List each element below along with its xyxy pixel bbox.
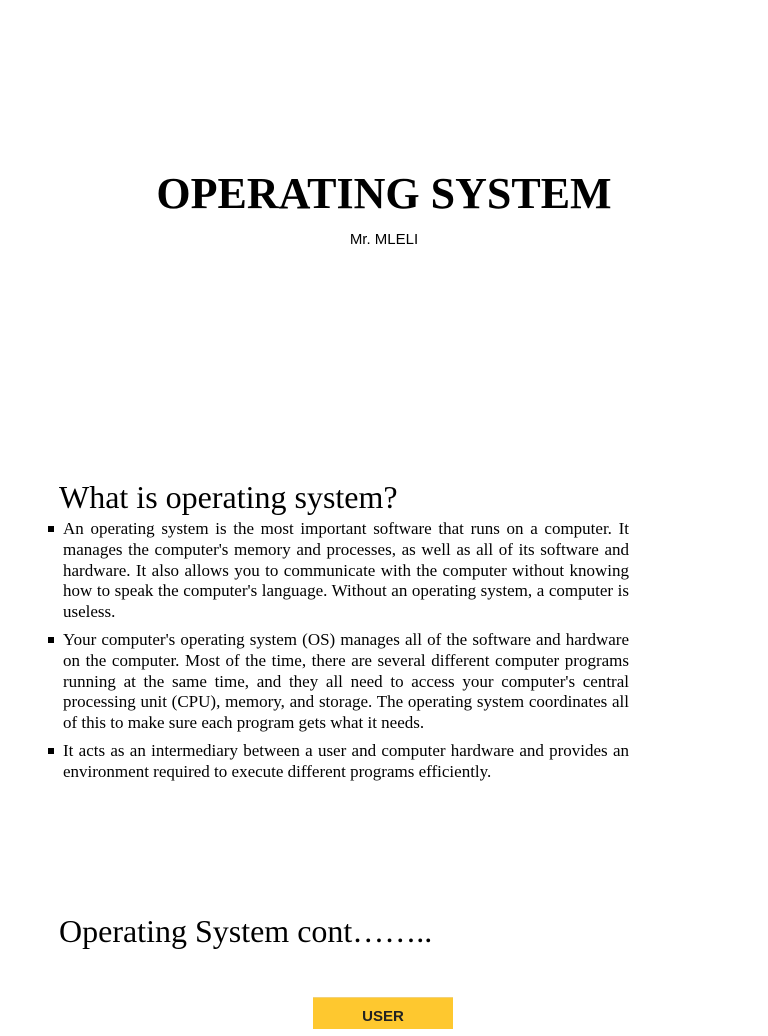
bullet-text: An operating system is the most important software that runs on a computer. It manages the computer's memory and processes, as well as all of its software and hardware. It also allows you to communicate with the computer without knowing how to speak the computer's language. Without an operating system, a computer is useless. bbox=[63, 519, 629, 622]
square-bullet-icon bbox=[48, 637, 54, 643]
title-slide bbox=[0, 0, 768, 440]
user-box: USER bbox=[313, 997, 453, 1029]
page-title: OPERATING SYSTEM bbox=[156, 169, 612, 218]
bullet-text: It acts as an intermediary between a user and computer hardware and provides an environment required to execute different programs efficiently. bbox=[63, 740, 629, 781]
square-bullet-icon bbox=[48, 748, 54, 754]
list-item bbox=[47, 630, 629, 734]
continuation-slide bbox=[0, 870, 768, 1024]
content-slide bbox=[0, 440, 768, 870]
list-item bbox=[47, 519, 629, 623]
bullet-list bbox=[47, 519, 629, 790]
author-subtitle: Mr. MLELI bbox=[349, 231, 419, 248]
section-heading: What is operating system? bbox=[59, 479, 398, 515]
bullet-text: Your computer's operating system (OS) manages all of the software and hardware on the computer. Most of the time, there are several different computer programs running at the same time, and they all need to access your computer's central processing unit (CPU), memory, and storage. The operating system coordinates all of this to make sure each program gets what it needs. bbox=[63, 629, 629, 733]
section-heading: Operating System cont…….. bbox=[59, 913, 433, 949]
square-bullet-icon bbox=[48, 526, 54, 532]
list-item bbox=[47, 741, 629, 783]
